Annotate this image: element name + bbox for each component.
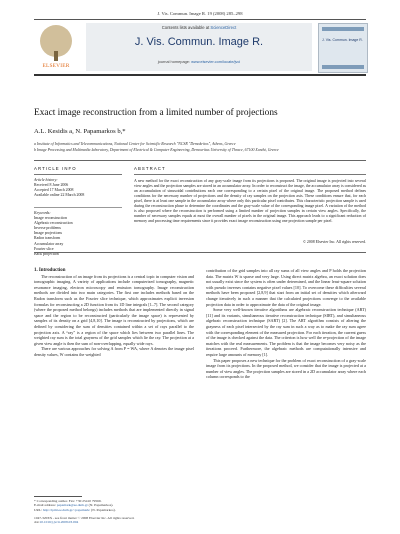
sciencedirect-link[interactable]: ScienceDirect (210, 25, 237, 30)
title-divider (34, 160, 366, 161)
url-label: URL: (34, 507, 43, 512)
doi-link[interactable]: 10.1016/j.jvcir.2008.03.004 (39, 520, 79, 525)
issn-line: 1047-3203/$ - see front matter © 2008 Elsevier Inc. All rights reserved. (34, 516, 135, 520)
affiliation-a: a Institute of Informatics and Telecommunications, National Center for Scientific Research "NCSR "Demokritos", Athens, Greece (34, 142, 236, 146)
journal-title: J. Vis. Commun. Image R. (134, 36, 264, 48)
article-history (34, 178, 122, 198)
keyword-item: Accumulator array (34, 241, 64, 246)
section-title: 1. Introduction (34, 268, 66, 273)
front-matter-info (34, 516, 194, 525)
email-label: E-mail address: (34, 503, 57, 508)
homepage-url-link[interactable]: http://ipml.ee.duth.gr/~papamark/ (42, 507, 91, 512)
keyword-item: Algebraic reconstruction (34, 221, 73, 226)
body-paragraph: contribution of the grid samples into all ray sums of all view angles and P holds the projection data. The matrix W is sparse and very large. Using direct matrix algebra, an exact solution does not usually exist since the system is often under determined, and the linear least-square solution with pseudo inverses contains negative pixel values [10]. To overcome these difficulties several methods have been proposed [2,8,9] that start from an initial set of densities which afterward change iteratively in such a manner that the calculated projections converge to the available projection data in order to approximate the data of the original image. (206, 268, 366, 307)
history-label: Article history: (34, 178, 58, 182)
keyword-item: Image reconstruction (34, 216, 67, 221)
affiliation-b: b Image Processing and Multimedia laboratory, Department of Electrical & Computer Engineering, Democritus University of Thrace, 67100 Xanthi, Greece (34, 148, 279, 152)
keyword-item: Back projection (34, 251, 59, 256)
masthead-bottom-rule (34, 74, 366, 76)
keyword-item: Image projections (34, 231, 62, 236)
keywords-list (34, 211, 122, 257)
keyword-item: Radon transform (34, 236, 61, 241)
keyword-item: Fourier slice (34, 246, 54, 251)
body-paragraph: Some very well-known iterative algorithms are algebraic reconstruction technique (ART) [11] and its variants, simultaneous iterative reconstruction technique (SIRT), and simultaneous algebraic reconstruction technique (SART) [2]. The ART algorithm consists of altering the grayness of each pixel intersected by the ray sum in such a way as to make the ray sum agree with the corresponding element of the measured projection. For each iteration, the current guess of the image is checked against the data. The criterion is how well the re-projection of the image matches with the real measurements. The problem is that the image becomes very noisy as the iterations proceed. Furthermore, the algebraic methods are computationally intensive and require large amounts of memory [1]. (206, 307, 366, 357)
corresponding-author-note: * Corresponding author. Fax: +30 25410 79569. (34, 499, 102, 503)
journal-homepage-line (86, 59, 312, 64)
elsevier-trunk-icon (54, 51, 58, 61)
article-title: Exact image reconstruction from a limited number of projections (34, 108, 278, 118)
cover-top-band (322, 27, 364, 31)
history-accepted: Accepted 17 March 2008 (34, 188, 74, 193)
history-received: Received 8 June 2006 (34, 183, 69, 188)
body-paragraph: The reconstruction of an image from its projections is a central topic in computer vision and tomographic imaging. A variety of applications include computerized tomography, magnetic resonance imaging, electron microscopy and emission tomography. Image reconstruction methods are divided into two main categories. The first one includes methods based on the Radon transform such as the Fourier slice technique, which approximates explicit inversion formulas for reconstructing a 2D function from its 1D line integrals [1–7]. The second category (where the proposed method belongs) includes methods that are implemented directly in signal space and the region to be reconstructed (particularly the image space) is represented by samples of its density on a grid [4,8,10]. The image is reconstructed by projections, which are defined by considering the sum of densities contained within a set of rays parallel to the projection axis. A “ray” is a region of the space which lies between two parallel lines. The weighted ray sum is the total grayness of the grid samples which lie the ray. The projection at a given view angle is then the sum of non-overlapping, equally wide rays. (34, 273, 194, 346)
contents-lists-line (86, 25, 312, 30)
doi-prefix: doi: (34, 520, 40, 525)
article-authors: A.L. Kesidis a, N. Papamarkos b,* (34, 128, 126, 135)
body-column-right (206, 268, 366, 380)
abstract-text: A new method for the exact reconstruction of any gray-scale image from its projections is proposed. The original image is projected into several view angles and the projection samples are stored in an accumulator array. In order to reconstruct the image, the accumulator array is considered as an accumulation of sinusoidal contributions each one corresponding to a certain pixel of the original image. The proposed method defines conditions for the necessary number of projections and the density of ray samples on the projection axis. These conditions ensure that, for each pixel, there is at least one sample in the accumulator array where only this particular pixel contributes. This characteristic projection sample is used during the reconstruction phase to determine the coordinates and the gray-scale value of the corresponding image pixel. A variation of the method is also proposed where the reconstruction is performed using a limited number of projection samples in certain view angles. Specifically, the number of necessary samples equals at most the overall number of pixels in the original image. This approach leads to a significant reduction of memory and processing time requirements since it provides exact image reconstruction using one projection sample per pixel. (134, 178, 366, 224)
abstract-heading: ABSTRACT (134, 166, 166, 171)
masthead-center-panel (86, 23, 312, 71)
contents-prefix: Contents lists available at (161, 25, 211, 30)
body-paragraph: This paper proposes a new technique for the problem of exact reconstruction of a gray-scale image from its projections. In the proposed method, we consider that the image is projected at a number of view angles. The projection samples are stored in a 2D accumulator array where each column corresponds to the (206, 357, 366, 380)
abstract-copyright: © 2008 Elsevier Inc. All rights reserved. (302, 240, 366, 244)
body-paragraph: There are various approaches for solving A from P = WA, where A denotes the image pixel density values, W contains the weighted (34, 346, 194, 357)
running-head: J. Vis. Commun. Image R. 19 (2008) 285–298 (157, 11, 243, 16)
url-note (34, 508, 194, 512)
keywords-label: Keywords: (34, 211, 51, 215)
homepage-prefix: journal homepage: (157, 59, 192, 64)
masthead-top-rule (34, 19, 366, 20)
journal-masthead (34, 19, 366, 79)
cover-journal-title: J. Vis. Commun. Image R. (322, 38, 363, 42)
elsevier-logo (34, 23, 78, 71)
doi-line (34, 520, 194, 524)
email-link[interactable]: papamark@ee.duth.gr (56, 503, 88, 508)
email-suffix: (N. Papamarkos). (87, 503, 114, 508)
footnotes (34, 499, 194, 512)
url-suffix: (N. Papamarkos). (90, 507, 116, 512)
history-online: Available online 22 March 2008 (34, 193, 85, 198)
publisher-name: ELSEVIER (42, 63, 70, 69)
body-column-left (34, 268, 194, 358)
journal-homepage-link[interactable]: www.elsevier.com/locate/jvci (191, 59, 241, 64)
abstract-bottom-divider (34, 252, 366, 253)
cover-bottom-band (322, 65, 364, 69)
article-info-heading: ARTICLE INFO (34, 166, 77, 171)
keyword-item: Inverse problems (34, 226, 61, 231)
journal-cover-thumbnail (318, 23, 368, 73)
